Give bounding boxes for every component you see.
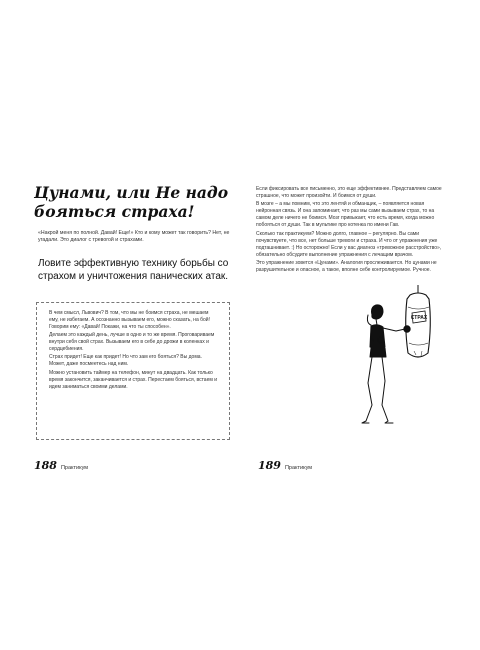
page-footer-left [34, 459, 88, 472]
section-label: Практикум [284, 465, 313, 471]
dashed-text-box [36, 302, 230, 440]
page-number: 188 [34, 459, 57, 472]
punching-bag-icon [406, 285, 431, 357]
page-footer-right [258, 459, 312, 472]
box-text [49, 310, 219, 392]
intro-paragraph: «Накрой меня по полной. Давай! Еще!» Кто и кому может так говорить? Нет, не угадали. Это диалог с тревогой и страхами. [38, 230, 230, 244]
right-page [240, 0, 480, 650]
right-body-text [256, 186, 444, 276]
boxer-figure [362, 305, 410, 423]
chapter-title: Цунами, или Не надо бояться страха! [34, 183, 229, 221]
body-paragraph: Это упражнение зовется «Цунами». Аналогия прослеживается. Но цунами не разрушительное и опасное, а такое, вполне себе контролируемое. Ручное. [256, 260, 437, 274]
box-paragraph: Можно установить таймер на телефон, минут на двадцать. Как только время закончится, заканчивается и страх. Перестаем бояться, встаем и идем заниматься своими делами. [49, 369, 217, 390]
body-paragraph: Сколько так практикуем? Можно долго, главное – регулярно. Вы сами почувствуете, что все, нет больше тревоги и страха. И что от упражнения уже подташнивает. :) Но осторожно! Если у вас диагноз «тревожное расстройство», обязательно обсудите выполнение упражнения с лечащим врачом. [256, 230, 442, 258]
body-paragraph: Если фиксировать все письменно, это еще эффективнее. Представляем самое страшное, что может произойти. И боимся от души. [256, 186, 442, 199]
subheading: Ловите эффективную технику борьбы со страхом и уничтожения панических атак. [38, 258, 229, 282]
body-paragraph: В мозге – а мы помним, что это лентяй и обманщик, – появляется новая нейронная связь. И она запоминает, что раз мы сами вызываем страх, то на самом деле ничего не боимся. Мозг привыкает, что есть время, когда можно побояться от души. Так в мультике про котенка по имени Гав. [256, 201, 435, 229]
box-paragraph: Страх придет! Еще как придет! Но что зам его бояться? Вы дома. Может, даже посмеетесь над ним. [49, 354, 202, 368]
box-paragraph: Делаем это каждый день, лучше в одно и то же время. Проговариваем внутри себя свой страх. Вызываем его в себе до дрожи в коленках и сердцебиения. [49, 332, 215, 353]
bag-label: СТРАХ [410, 315, 428, 321]
boxer-illustration [352, 285, 460, 447]
section-label: Практикум [60, 465, 89, 471]
page-number: 189 [258, 459, 281, 472]
box-paragraph: В чем смысл, Львович? В том, что мы не боимся страха, не мешаем ему, не избегаем. А осознанно вызываем его, можно сказать, на бой! Говорим ему: «Давай! Покажи, на что ты способен». [49, 310, 210, 330]
